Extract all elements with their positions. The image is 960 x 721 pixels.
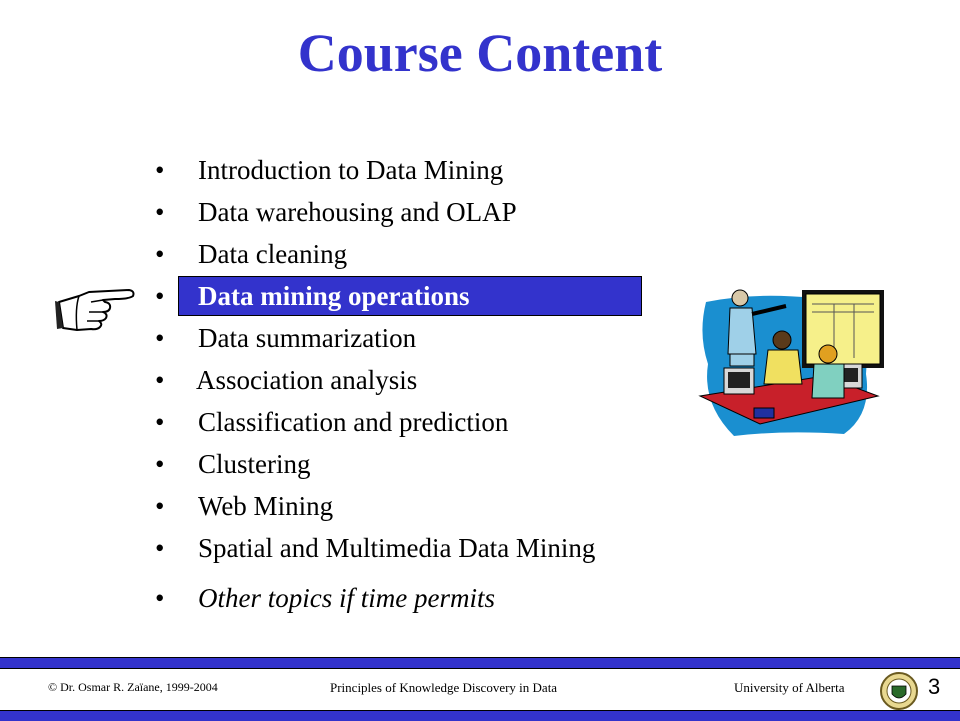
topic-list xyxy=(150,150,670,620)
bullet: • xyxy=(155,197,165,227)
footer-institution: University of Alberta xyxy=(734,680,845,695)
bullet: • xyxy=(155,449,165,479)
bullet: • xyxy=(155,407,165,437)
pointing-hand-icon xyxy=(55,286,137,336)
bullet: • xyxy=(155,533,165,563)
topic-item xyxy=(150,578,670,620)
topic-item xyxy=(150,402,670,444)
footer-author: © Dr. Osmar R. Zaïane, 1999-2004 xyxy=(48,680,218,694)
bullet: • xyxy=(155,323,165,353)
bullet: • xyxy=(155,491,165,521)
topic-item xyxy=(150,192,670,234)
footer-course: Principles of Knowledge Discovery in Data xyxy=(330,680,558,695)
topic-label: Clustering xyxy=(198,449,311,479)
topic-label: Data warehousing and OLAP xyxy=(198,197,517,227)
topic-item xyxy=(150,318,670,360)
topic-label: Data mining operations xyxy=(198,281,470,311)
footer-bottom-bar xyxy=(0,710,960,721)
footer-divider xyxy=(0,657,960,669)
topic-item xyxy=(150,150,670,192)
bullet: • xyxy=(155,583,165,613)
topic-label: Data summarization xyxy=(198,323,417,353)
topic-label: Introduction to Data Mining xyxy=(198,155,504,185)
topic-label: Web Mining xyxy=(198,491,334,521)
topic-item xyxy=(150,486,670,528)
topic-label: Classification and prediction xyxy=(198,407,509,437)
bullet: • xyxy=(155,239,165,269)
topic-label: Association analysis xyxy=(196,365,418,395)
topic-item xyxy=(150,528,670,570)
topic-label: Data cleaning xyxy=(198,239,348,269)
slide-title: Course Content xyxy=(297,23,663,83)
topic-item xyxy=(150,360,670,402)
classroom-computer-lab-clipart xyxy=(694,284,884,440)
university-seal-icon xyxy=(880,672,918,710)
bullet: • xyxy=(155,155,165,185)
topic-item-highlighted xyxy=(150,276,670,318)
topic-item xyxy=(150,234,670,276)
bullet: • xyxy=(155,365,165,395)
topic-item xyxy=(150,444,670,486)
topic-label: Spatial and Multimedia Data Mining xyxy=(198,533,596,563)
topic-label: Other topics if time permits xyxy=(198,583,495,613)
bullet: • xyxy=(155,281,165,311)
page-number: 3 xyxy=(928,674,941,699)
